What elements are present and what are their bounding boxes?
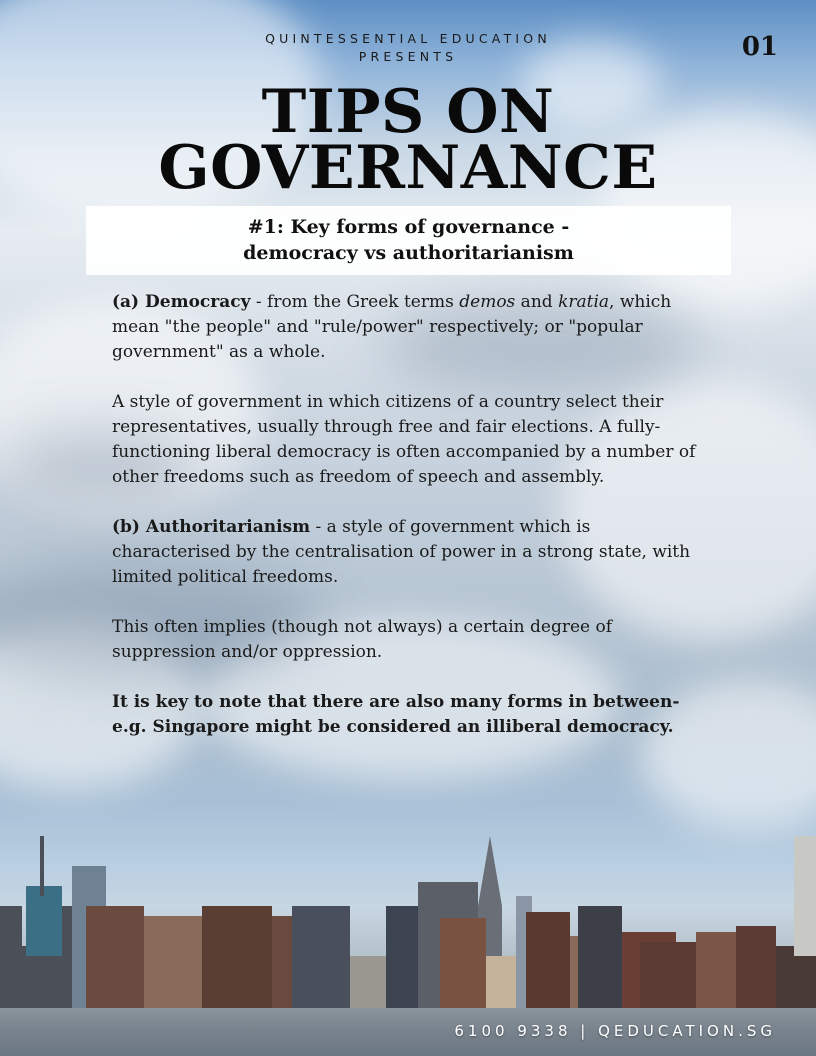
title-line-1: TIPS ON xyxy=(261,77,555,147)
democracy-text-2: and xyxy=(515,292,559,312)
term-kratia: kratia xyxy=(558,292,610,312)
democracy-heading: (a) Democracy xyxy=(112,292,251,312)
footer-contact: 6100 9338 | QEDUCATION.SG xyxy=(454,1022,776,1040)
authoritarianism-heading: (b) Authoritarianism xyxy=(112,517,311,537)
page-title xyxy=(0,77,816,203)
key-note xyxy=(112,690,712,740)
key-note-text: It is key to note that there are also many forms in between- e.g. Singapore might be considered an illiberal democracy. xyxy=(112,692,680,737)
authoritarianism-text: - a style of government which is characterised by the centralisation of power in a strong state, with limited political freedoms. xyxy=(112,517,691,587)
page-number: 01 xyxy=(741,32,778,62)
authoritarianism-note: This often implies (though not always) a certain degree of suppression and/or oppression. xyxy=(112,617,613,662)
subtitle-line-1: #1: Key forms of governance - xyxy=(247,216,570,238)
democracy-description: A style of government in which citizens of a country select their representatives, usually through free and fair elections. A fully-functioning liberal democracy is often accompanied by a number of other freedoms such as freedom of speech and assembly. xyxy=(112,392,696,487)
authoritarianism-paragraph xyxy=(112,515,712,590)
democracy-text-3: , which mean "the people" and "rule/power" respectively; or "popular government" as a whole. xyxy=(112,292,672,362)
kicker-text xyxy=(0,30,816,66)
term-demos: demos xyxy=(459,292,516,312)
subtitle-banner xyxy=(86,206,731,275)
democracy-text-1: - from the Greek terms xyxy=(250,292,460,312)
democracy-paragraph xyxy=(112,290,712,365)
kicker-line-1: QUINTESSENTIAL EDUCATION xyxy=(265,31,551,46)
kicker-line-2: PRESENTS xyxy=(358,49,458,64)
title-line-2: GOVERNANCE xyxy=(158,133,658,203)
article-body xyxy=(112,290,712,765)
subtitle-line-2: democracy vs authoritarianism xyxy=(243,242,574,264)
